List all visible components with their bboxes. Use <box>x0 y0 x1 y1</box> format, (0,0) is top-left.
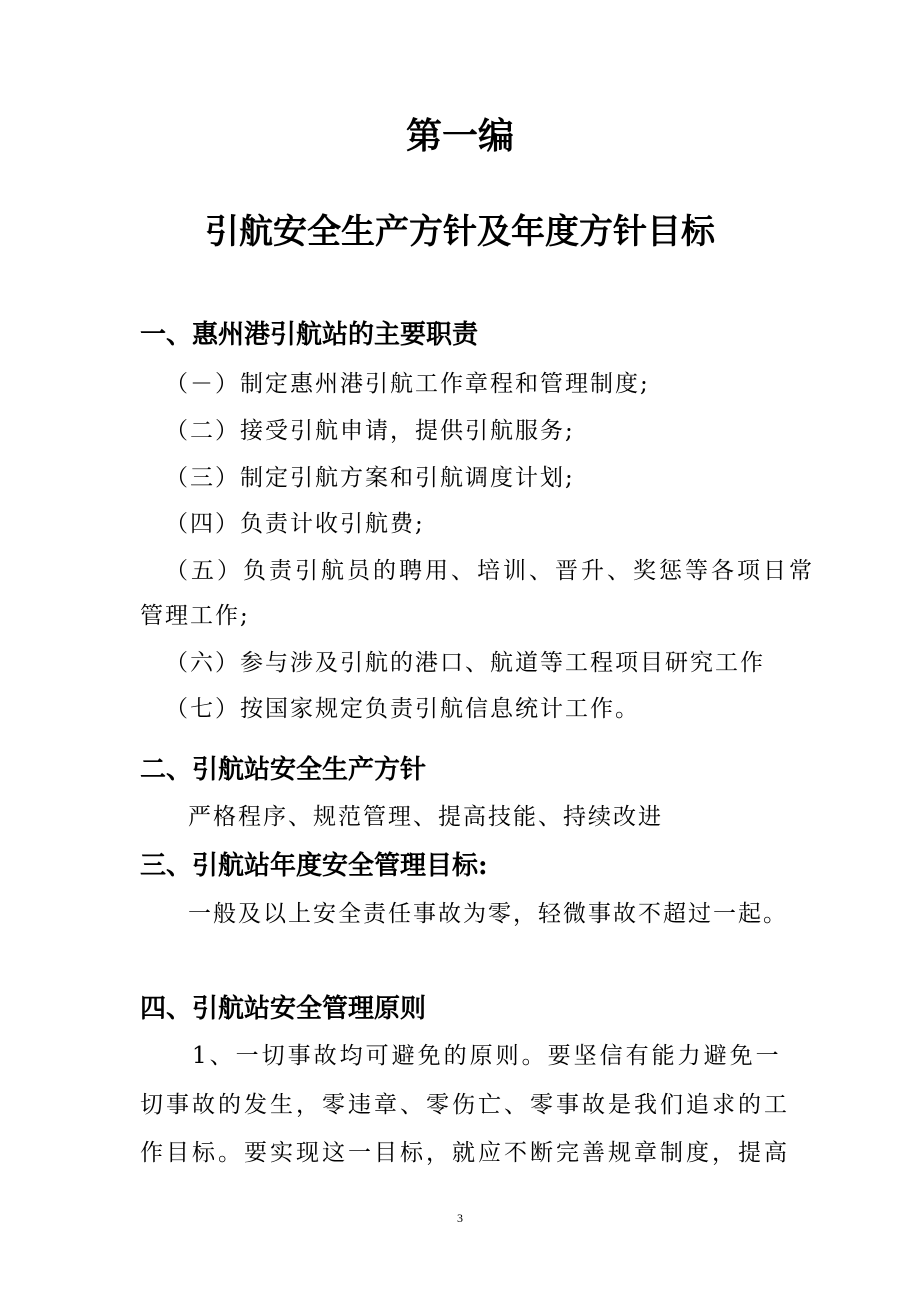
list-item: （七）按国家规定负责引航信息统计工作。 <box>165 696 640 722</box>
section-heading-policy: 二、引航站安全生产方针 <box>140 755 427 785</box>
policy-text: 严格程序、规范管理、提高技能、持续改进 <box>188 804 663 830</box>
principle-paragraph-line: 切事故的发生，零违章、零伤亡、零事故是我们追求的工 <box>140 1092 790 1118</box>
annual-target-text: 一般及以上安全责任事故为零，轻微事故不超过一起。 <box>188 901 788 927</box>
list-item: （五）负责引航员的聘用、培训、晋升、奖惩等各项日常 <box>165 558 815 584</box>
principle-paragraph-line: 1、一切事故均可避免的原则。要坚信有能力避免一 <box>192 1043 782 1069</box>
principle-paragraph-line: 作目标。要实现这一目标，就应不断完善规章制度，提高 <box>140 1140 790 1166</box>
page-number: 3 <box>457 1211 463 1225</box>
list-item: （－）制定惠州港引航工作章程和管理制度; <box>165 371 650 397</box>
list-item: （四）负责计收引航费; <box>165 511 425 537</box>
list-item: （二）接受引航申请，提供引航服务; <box>165 418 575 444</box>
section-heading-duties: 一、惠州港引航站的主要职责 <box>140 320 479 350</box>
list-item: （六）参与涉及引航的港口、航道等工程项目研究工作 <box>165 650 765 676</box>
part-title: 第一编 <box>405 115 514 157</box>
section-heading-principles: 四、引航站安全管理原则 <box>140 994 427 1024</box>
list-item-continuation: 管理工作; <box>140 603 250 629</box>
list-item: （三）制定引航方案和引航调度计划; <box>165 465 575 491</box>
document-title: 引航安全生产方针及年度方针目标 <box>205 212 715 252</box>
section-heading-annual-target: 三、引航站年度安全管理目标: <box>140 851 488 881</box>
